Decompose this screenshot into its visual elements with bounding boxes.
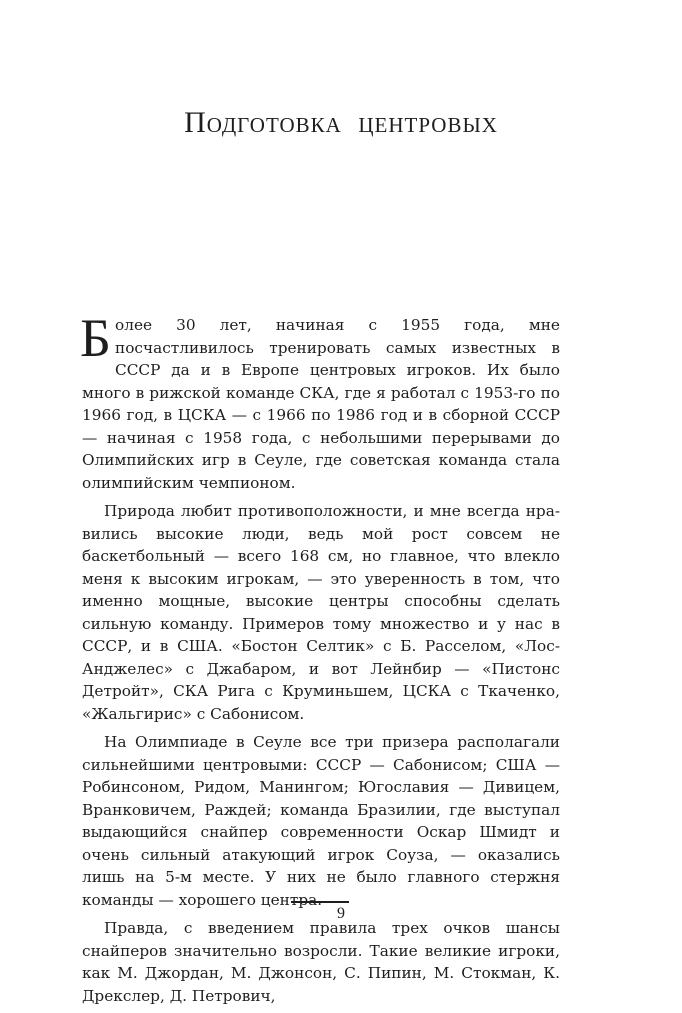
drop-cap: Б	[80, 308, 112, 368]
page-number: 9	[337, 905, 345, 922]
paragraph-4: Правда, с введением правила трех очков шансы снайперов значительно возросли. Такие великие игроки, как М. Джордан, М. Джонсон, С. Пипин, М. Стокман, К. Дрекслер, Д. Петрович,	[82, 919, 560, 1005]
paragraph-2: Природа любит противоположности, и мне всегда нравились высокие люди, ведь мой рост совсем не баскетбольный — всего 168 см, но главное, что влекло меня к высоким игрокам, — это уверенность в том, что именно мощные, высокие центры способны сделать сильную команду. Примеров тому множество и у нас в СССР, и в США. «Бостон Селтик» с Б. Расселом, «Лос-Анджелес» с Джабаром, и вот Лейнбир — «Пистонс Детройт», СКА Рига с Круминьшем, ЦСКА с Ткаченко, «Жальгирис» с Сабонисом.	[82, 502, 560, 723]
paragraph-1-text: олее 30 лет, начиная с 1955 года, мне посчастливилось тренировать самых известных в СССР да и в Европе центровых игроков. Их было много в рижской команде СКА, где я работал с 1953-го по 1966 год, в ЦСКА — с 1966 по 1986 год и в сборной СССР — начиная с 1958 года, с небольшими перерывами до Олимпийских игр в Сеуле, где советская команда стала олимпийским чемпионом.	[82, 316, 560, 492]
footer-rule	[291, 901, 349, 903]
paragraph-3: На Олимпиаде в Сеуле все три призера располагали сильнейшими центровыми: СССР — Сабонисом; США — Робинсоном, Ридом, Манингом; Югославия — Дивицем, Вранковичем, Раждей; команда Бразилии, где выступал выдающийся снайпер современности Оскар Шмидт и очень сильный атакующий игрок Соуза, — оказались лишь на 5-м месте. У них не было главного стержня команды — хорошего центра.	[82, 733, 560, 909]
paragraph-1	[80, 308, 560, 494]
chapter-title: Подготовка центровых	[184, 106, 498, 139]
